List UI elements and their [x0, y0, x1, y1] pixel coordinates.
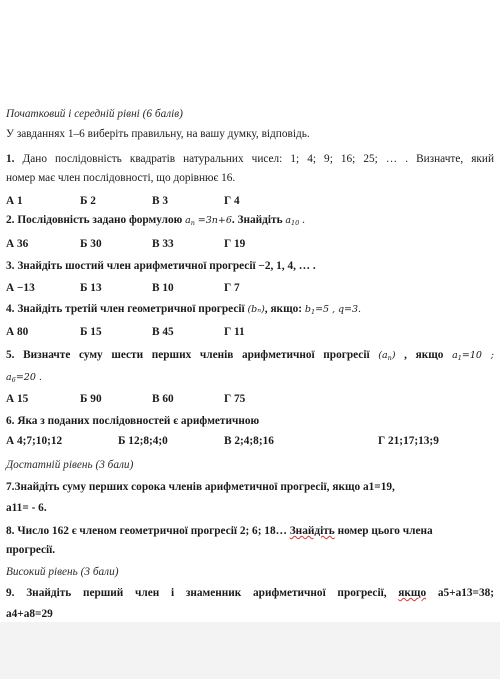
q8-text-a: Число 162 є членом геометричної прогресії 2; 6; 18…: [17, 525, 290, 537]
q1-number: 1.: [6, 153, 15, 165]
q4-text-b: , якщо:: [264, 303, 303, 315]
q3-option-a: А −13: [6, 282, 35, 294]
q1-text-1: Дано послідовність квадратів натуральних чисел: 1; 4; 9; 16; 25; … . Визначте, який: [22, 153, 495, 165]
q6-option-c: В 2;4;8;16: [224, 435, 274, 447]
q4-option-d: Г 11: [224, 326, 245, 338]
q4-given-q: q=3.: [337, 304, 362, 315]
q4-sequence: (bₙ): [247, 304, 265, 315]
q6-option-d: Г 21;17;13;9: [378, 435, 439, 447]
q1-option-d: Г 4: [224, 195, 240, 207]
section-high-header: Високий рівень (3 бали): [6, 566, 119, 578]
q8-number: 8.: [6, 525, 15, 537]
q2-number: 2.: [6, 214, 15, 226]
q7-line2: a11= - 6.: [6, 502, 47, 514]
section-sufficient-header: Достатній рівень (3 бали): [6, 459, 134, 471]
q9-text-a: Знайдіть перший член і знаменник арифметичної прогресії,: [26, 587, 387, 599]
q6-line: [6, 414, 259, 428]
q9-line1: [6, 586, 494, 600]
q8-line2: прогресії.: [6, 544, 56, 556]
q3-number: 3.: [6, 260, 15, 272]
q4-option-a: А 80: [6, 326, 29, 338]
q1-text-2: номер має член послідовності, що дорівнює 16.: [6, 172, 236, 184]
q9-number: 9.: [6, 587, 15, 599]
q2-line: 2. Послідовність задано формулою $a_n =3n+6$. Знайдіть $a_{10}$ .: [6, 214, 305, 227]
q5-option-c: В 60: [152, 393, 174, 405]
q2-text-a: Послідовність задано формулою: [17, 214, 183, 226]
q4-number: 4.: [6, 303, 15, 315]
q3-option-d: Г 7: [224, 282, 240, 294]
q8-text-b: номер цього члена: [337, 525, 433, 537]
q7-text: Знайдіть суму перших сорока членів арифметичної прогресії, якщо a1=19,: [14, 481, 395, 493]
q2-option-a: А 36: [6, 238, 29, 250]
q5-text-b: , якщо: [404, 349, 444, 361]
q8-spellcheck-word: Знайдіть: [289, 525, 335, 537]
q9-spellcheck-word: якщо: [398, 587, 427, 599]
q9-text-b: a5+a13=38;: [437, 587, 495, 599]
q2-option-c: В 33: [152, 238, 174, 250]
q5-option-a: А 15: [6, 393, 29, 405]
q4-option-b: Б 15: [80, 326, 102, 338]
q1-option-c: В 3: [152, 195, 169, 207]
q4-option-c: В 45: [152, 326, 174, 338]
q2-formula-lhs: $a_n$: [185, 215, 195, 227]
q2-target-term: $a_{10}$: [285, 215, 300, 227]
q1-option-a: А 1: [6, 195, 23, 207]
q1-line1: [6, 152, 494, 166]
q1-option-b: Б 2: [80, 195, 96, 207]
top-blank-area: [0, 0, 500, 106]
q2-option-d: Г 19: [224, 238, 246, 250]
q4-text-a: Знайдіть третій член геометричної прогресії: [17, 303, 245, 315]
q5-text-a: Визначте суму шести перших членів арифметичної прогресії: [23, 349, 370, 361]
q3-option-b: Б 13: [80, 282, 102, 294]
q5-option-d: Г 75: [224, 393, 246, 405]
q4-given-b1: $b_1=5$ ,: [304, 304, 336, 316]
q5-number: 5.: [6, 349, 15, 361]
q3-text: Знайдіть шостий член арифметичної прогресії −2, 1, 4, … .: [17, 260, 316, 272]
section-initial-header: Початковий і середній рівні (6 балів): [6, 108, 183, 120]
q6-option-b: Б 12;8;4;0: [118, 435, 168, 447]
q3-option-c: В 10: [152, 282, 174, 294]
q8-line1: [6, 524, 433, 538]
q6-option-a: А 4;7;10;12: [6, 435, 63, 447]
q6-number: 6.: [6, 415, 15, 427]
q9-line2: a4+a8=29: [6, 608, 53, 620]
q7-number: 7.: [6, 481, 15, 493]
q5-given-a6: $a_6=20$ .: [6, 372, 42, 384]
bottom-blank-area: [0, 622, 500, 679]
q2-formula-rhs: =3n+6: [197, 215, 232, 226]
q7-line1: [6, 480, 395, 494]
q5-option-b: Б 90: [80, 393, 102, 405]
q5-sequence: $(a_n)$: [378, 350, 396, 362]
q3-line: [6, 259, 316, 273]
q2-option-b: Б 30: [80, 238, 102, 250]
q5-given-a1: $a_1=10$ ;: [452, 350, 494, 362]
q6-text: Яка з поданих послідовностей є арифметичною: [17, 415, 260, 427]
section-initial-instructions: У завданнях 1–6 виберіть правильну, на вашу думку, відповідь.: [6, 128, 310, 140]
q5-line1: [6, 348, 494, 365]
q2-text-b: . Знайдіть: [231, 214, 283, 226]
q4-line: [6, 302, 361, 319]
